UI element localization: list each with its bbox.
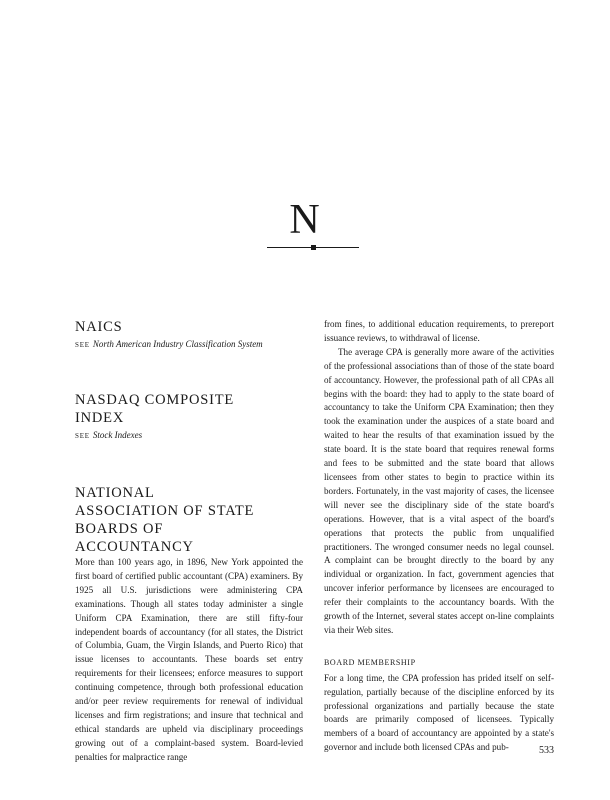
entry-nasdaq xyxy=(75,391,303,443)
body-paragraph: The average CPA is generally more aware of the activities of the professional associations than of those of the state board of accountancy. However, the professional path of all CPAs all begins with the board: they had to apply to the state board of accountancy to take the Uniform CPA Examination; then they took the examination under the auspices of a state board and waited to hear the results of that examination issued by the state board. It is the state board that requires renewal forms and fees to be submitted and the state board that allows licensees from other states to begin to practice within its borders. Fortunately, in the vast majority of cases, the licensee will never see the disciplinary side of the state board's operations. However, that is a vital aspect of the board's operations that protects the public from unqualified practitioners. The wronged consumer needs no legal counsel. A complaint can be brought directly to the board by any individual or organization. In fact, government agencies that uncover inferior performance by licensees are encouraged to refer their complaints to the accountancy boards. With the growth of the Internet, several states accept on-line complaints via their Web sites. xyxy=(324,346,554,635)
body-paragraph: For a long time, the CPA profession has prided itself on self-regulation, partially because of the discipline enforced by its professional organizations and partially because the state boards are primarily composed of licensees. Typically members of a board of accountancy are appointed by a state's governor and include both licensed CPAs and pub- xyxy=(324,672,554,753)
entry-title-line: INDEX xyxy=(75,410,125,426)
see-keyword: SEE xyxy=(75,432,90,440)
entry-title: NAICS xyxy=(75,319,123,335)
section-subheading: BOARD MEMBERSHIP xyxy=(324,657,416,667)
chapter-rule-ornament xyxy=(311,245,316,250)
left-column xyxy=(75,318,303,765)
entry-naics xyxy=(75,318,303,352)
right-column xyxy=(324,318,554,755)
see-target: Stock Indexes xyxy=(92,430,143,440)
entry-title-line: NATIONAL xyxy=(75,485,155,501)
page-number: 533 xyxy=(539,745,554,756)
see-reference xyxy=(75,429,303,443)
entry-title-line: BOARDS OF xyxy=(75,521,164,537)
see-reference xyxy=(75,338,303,352)
entry-title xyxy=(75,484,303,556)
see-keyword: SEE xyxy=(75,341,90,349)
entry-nasba xyxy=(75,484,303,765)
entry-paragraph: More than 100 years ago, in 1896, New York appointed the first board of certified public accountant (CPA) examiners. By 1925 all U.S. jurisdictions were administering CPA examinations. Though all states today administer a single Uniform CPA Examination, there are still fifty-four independent boards of accountancy (for all states, the District of Columbia, Guam, the Virgin Islands, and Puerto Rico) that issue licenses to accountants. These boards set entry requirements for their licensees; enforce measures to support continuing competence, through both professional education and/or peer review requirements for renewal of individual licenses and firm registrations; and insure that technical and ethical standards are upheld via disciplinary proceedings growing out of a complaint-based system. Board-levied penalties for malpractice range xyxy=(75,557,303,762)
entry-title xyxy=(75,391,303,427)
see-target: North American Industry Classification System xyxy=(92,339,263,349)
entry-title-line: NASDAQ COMPOSITE xyxy=(75,392,235,408)
entry-title-line: ACCOUNTANCY xyxy=(75,539,194,555)
continuation-paragraph: from fines, to additional education requirements, to prereport issuance reviews, to withdrawal of license. xyxy=(324,319,554,343)
chapter-letter: N xyxy=(289,197,321,243)
entry-title-line: ASSOCIATION OF STATE xyxy=(75,503,255,519)
